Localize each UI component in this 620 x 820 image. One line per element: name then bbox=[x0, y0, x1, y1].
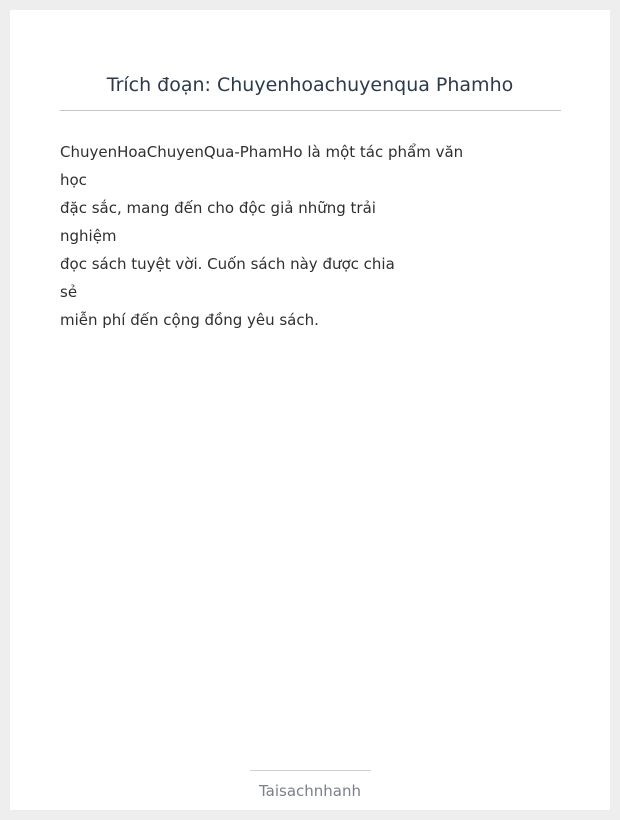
document-title: Trích đoạn: Chuyenhoachuyenqua Phamho bbox=[106, 74, 514, 96]
excerpt-line: sẻ bbox=[60, 283, 78, 301]
excerpt-line: ChuyenHoaChuyenQua-PhamHo là một tác phẩm văn bbox=[60, 143, 464, 161]
excerpt-line: nghiệm bbox=[60, 227, 117, 245]
title-divider bbox=[60, 110, 561, 111]
excerpt-body bbox=[60, 138, 510, 334]
excerpt-line: đọc sách tuyệt vời. Cuốn sách này được chia bbox=[60, 255, 395, 273]
excerpt-line: miễn phí đến cộng đồng yêu sách. bbox=[60, 311, 319, 329]
footer-source: Taisachnhanh bbox=[258, 782, 362, 800]
footer-divider bbox=[250, 770, 371, 771]
document-page bbox=[10, 10, 610, 810]
excerpt-line: học bbox=[60, 171, 87, 189]
excerpt-line: đặc sắc, mang đến cho độc giả những trải bbox=[60, 199, 376, 217]
